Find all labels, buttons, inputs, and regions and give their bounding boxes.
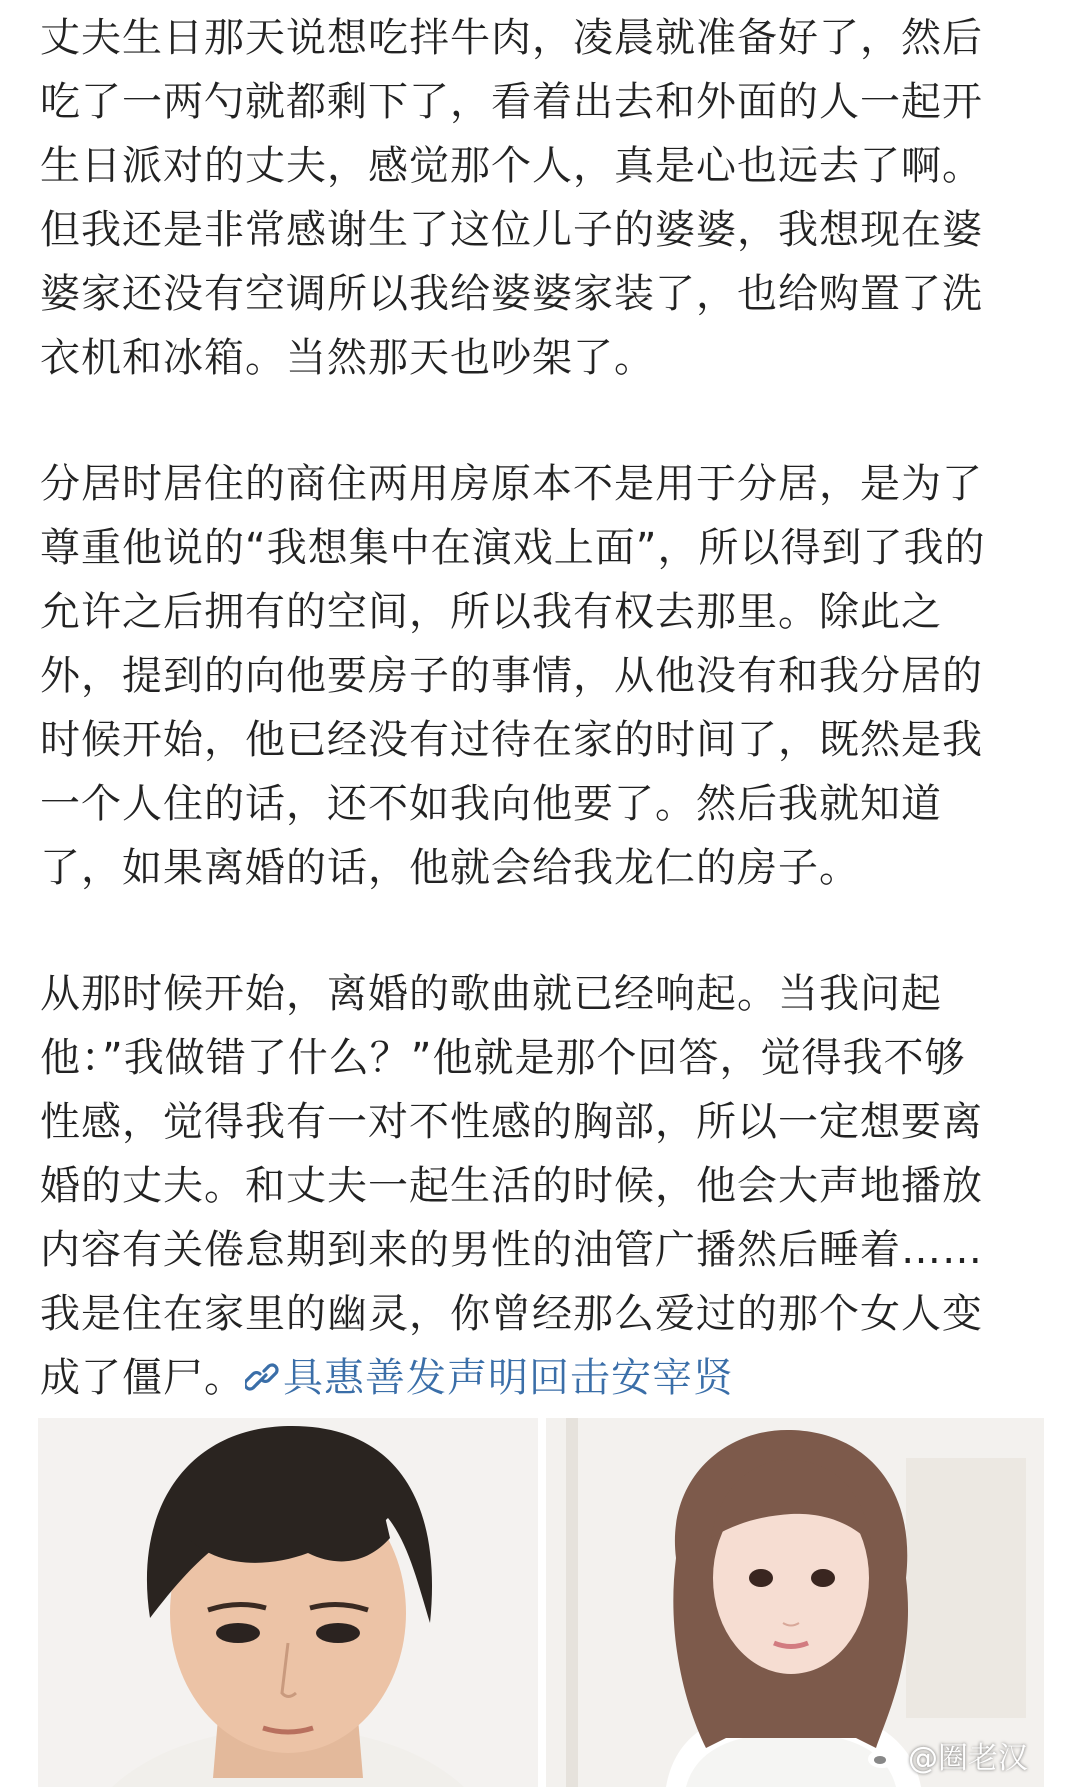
text-line: 时候开始，他已经没有过待在家的时间了，既然是我: [40, 717, 983, 763]
article-link[interactable]: [245, 1355, 734, 1401]
text-line: 外，提到的向他要房子的事情，从他没有和我分居的: [40, 653, 983, 699]
watermark-text: @圈老汉: [908, 1741, 1028, 1776]
text-line: 婆家还没有空调所以我给婆婆家装了，也给购置了洗: [40, 271, 983, 317]
paragraph-3: [40, 962, 1050, 1410]
text-line: 我是住在家里的幽灵，你曾经那么爱过的那个女人变: [40, 1291, 983, 1337]
text-line: 衣机和冰箱。当然那天也吵架了。: [40, 335, 655, 381]
text-line: 生日派对的丈夫，感觉那个人，真是心也远去了啊。: [40, 143, 983, 189]
paragraph-1: [40, 0, 1050, 390]
article-body: [40, 0, 1050, 1410]
text-line: 性感，觉得我有一对不性感的胸部，所以一定想要离: [40, 1099, 983, 1145]
text-line: 婚的丈夫。和丈夫一起生活的时候，他会大声地播放: [40, 1163, 983, 1209]
link-icon: [245, 1352, 279, 1392]
text-line: 丈夫生日那天说想吃拌牛肉，凌晨就准备好了，然后: [40, 15, 983, 61]
text-line: 分居时居住的商住两用房原本不是用于分居，是为了: [40, 461, 983, 507]
photo-woman: [546, 1418, 1044, 1787]
text-line-with-link: [40, 1346, 1050, 1410]
photo-row: [38, 1418, 1044, 1787]
text-line: 尊重他说的“我想集中在演戏上面”，所以得到了我的: [40, 525, 986, 571]
text-fragment: 成了僵尸。: [40, 1355, 245, 1401]
text-line: 但我还是非常感谢生了这位儿子的婆婆，我想现在婆: [40, 207, 983, 253]
text-line: 一个人住的话，还不如我向他要了。然后我就知道: [40, 781, 942, 827]
weibo-icon: [866, 1740, 908, 1770]
text-line: 了，如果离婚的话，他就会给我龙仁的房子。: [40, 845, 860, 891]
paragraph-2: [40, 452, 1050, 900]
link-text: 具惠善发声明回击安宰贤: [283, 1355, 734, 1401]
text-line: 他：”我做错了什么？”他就是那个回答，觉得我不够: [40, 1035, 966, 1081]
text-line: 吃了一两勺就都剩下了，看着出去和外面的人一起开: [40, 79, 983, 125]
text-line: 允许之后拥有的空间，所以我有权去那里。除此之: [40, 589, 942, 635]
watermark: [866, 1733, 1028, 1777]
text-line: 从那时候开始，离婚的歌曲就已经响起。当我问起: [40, 971, 942, 1017]
photo-man: [38, 1418, 538, 1787]
text-line: 内容有关倦怠期到来的男性的油管广播然后睡着……: [40, 1227, 983, 1273]
